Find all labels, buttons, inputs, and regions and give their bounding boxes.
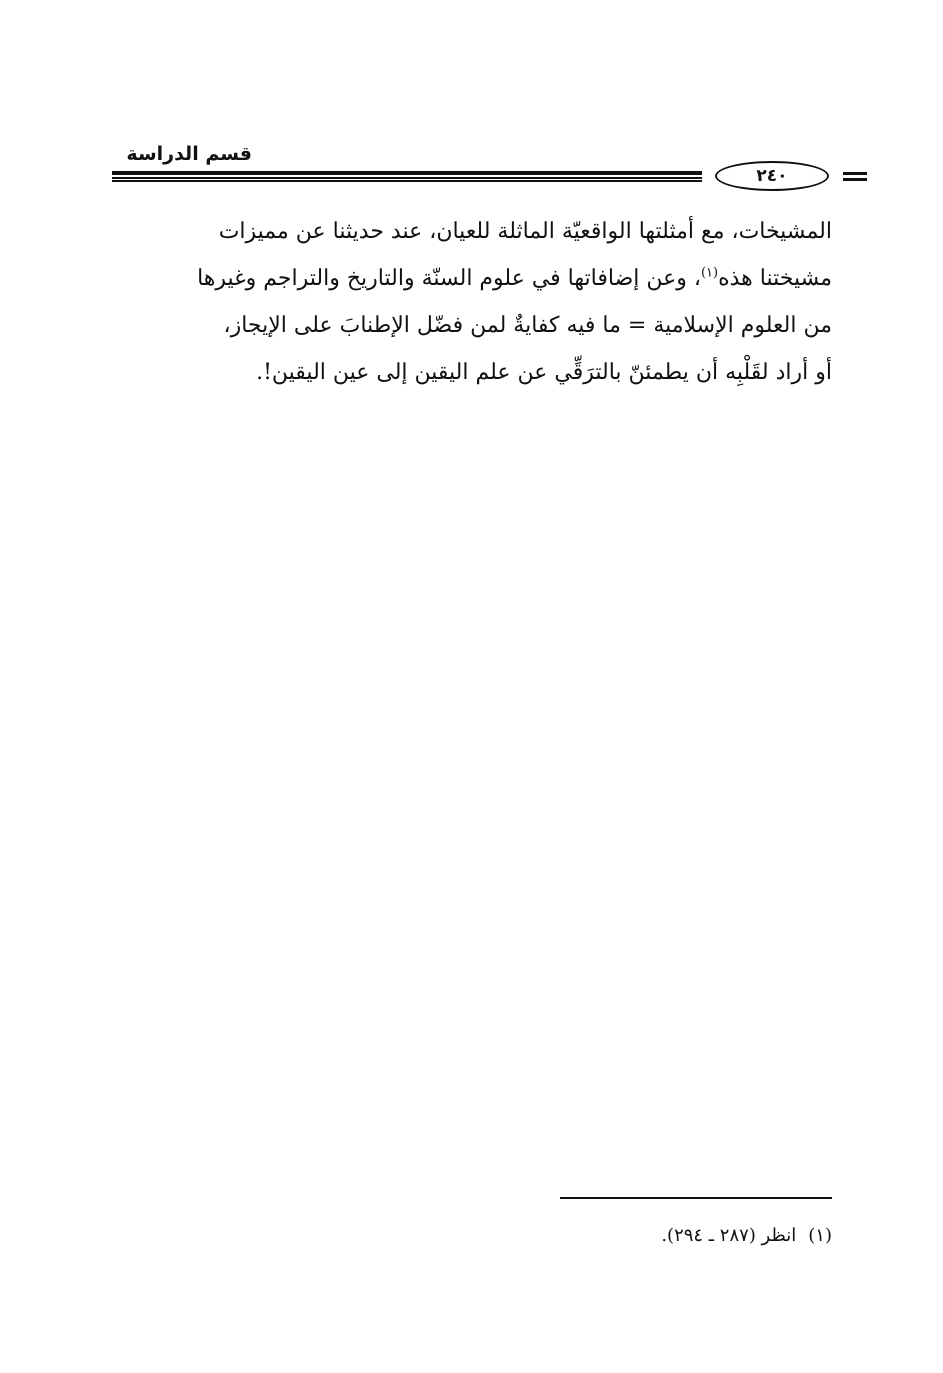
footnote-reference[interactable]: (١) <box>700 265 719 281</box>
header-rule <box>112 171 702 182</box>
body-line-segment: مشيختنا هذه <box>718 266 832 291</box>
page-number: ٢٤٠ <box>715 161 829 191</box>
body-line: من العلوم الإسلامية = ما فيه كفايةٌ لمن فضّل الإطنابَ على الإيجاز، <box>223 313 832 338</box>
footnote-number: (١) <box>808 1225 832 1246</box>
section-title: قسم الدراسة <box>126 143 252 165</box>
footnote-separator <box>560 1197 832 1199</box>
body-line: أو أراد لقَلْبِه أن يطمئنّ بالترَقِّي عن علم اليقين إلى عين اليقين!. <box>256 360 832 385</box>
body-line: المشيخات، مع أمثلتها الواقعيّة الماثلة للعيان، عند حديثنا عن مميزات <box>218 219 832 244</box>
body-line <box>112 255 832 302</box>
footnote <box>560 1222 832 1250</box>
body-paragraph <box>112 208 832 396</box>
footnote-text: انظر (٢٨٧ ـ ٢٩٤). <box>661 1225 797 1246</box>
body-line-segment: ، وعن إضافاتها في علوم السنّة والتاريخ والتراجم وغيرها <box>197 266 701 291</box>
header-rule-end <box>843 172 867 182</box>
